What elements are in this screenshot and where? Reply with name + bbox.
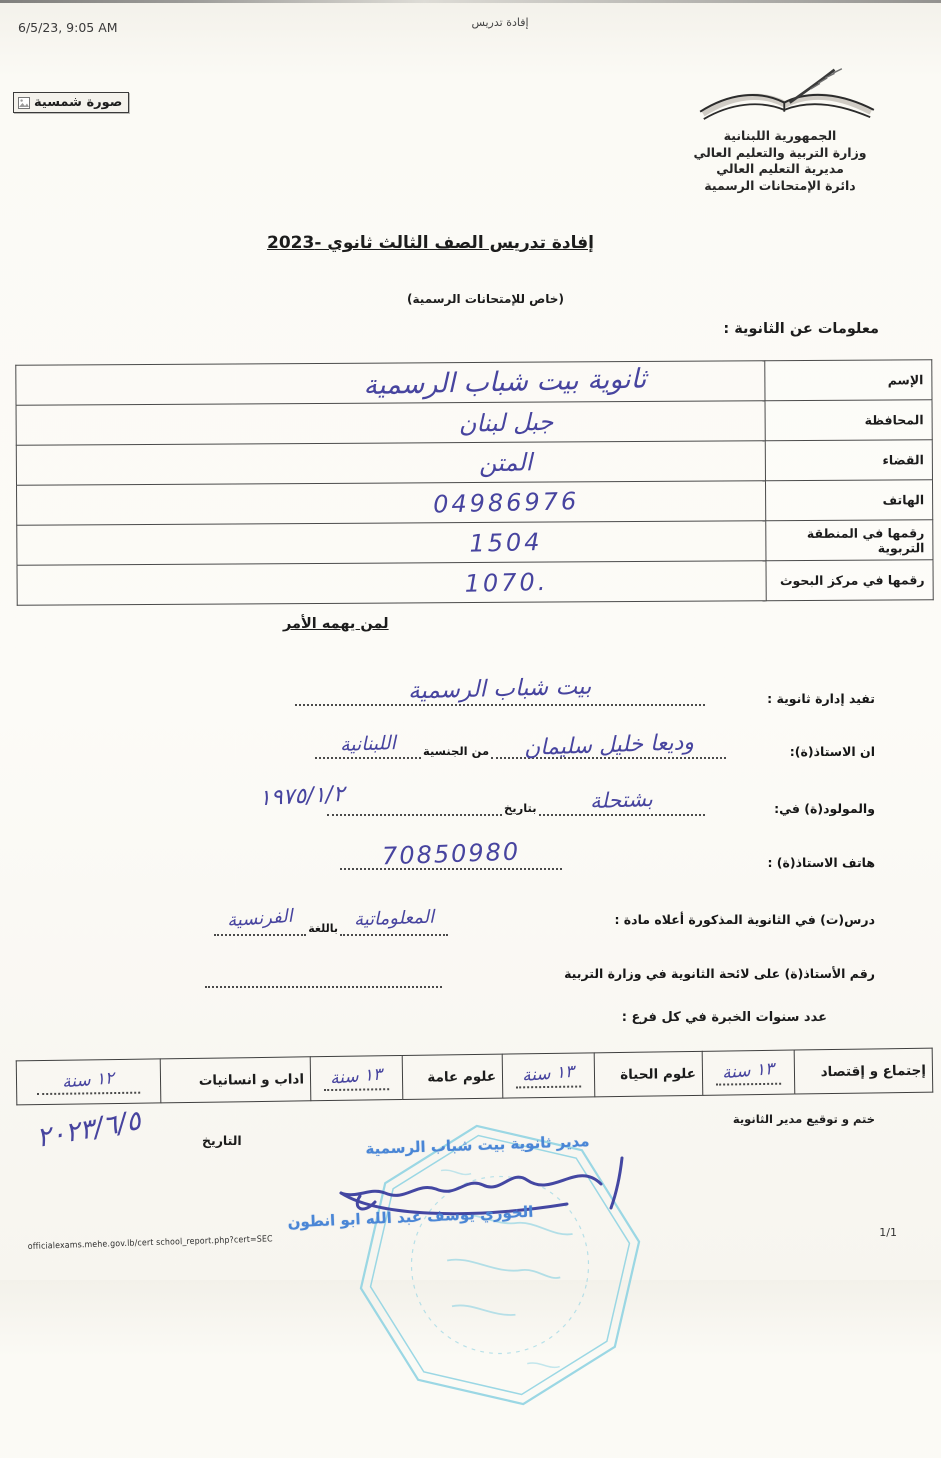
- table-row: [17, 520, 933, 566]
- teacher-name-value: وديعا خليل سليمان: [523, 730, 694, 761]
- governorate-label: المحافظة: [765, 400, 932, 441]
- stamp-director-name-text: الخوري يوسف عبد الله ابو انطون: [287, 1202, 534, 1232]
- governorate-value: جبل لبنان: [458, 407, 554, 438]
- school-name-value: ثانوية بيت شباب الرسمية: [363, 363, 648, 402]
- teacher-phone-value: 70850980: [381, 837, 521, 871]
- stamp-director-title-text: مدير ثانوية بيت شباب الرسمية: [365, 1132, 590, 1158]
- phone-value: 04986976: [432, 486, 580, 519]
- experience-heading: عدد سنوات الخبرة في كل فرع :: [621, 1010, 827, 1025]
- table-row: [16, 400, 932, 446]
- sociology-economics-label: إجتماع و إقتصاد: [794, 1048, 933, 1094]
- nationality-label: من الجنسية: [423, 744, 490, 758]
- date-value: ٢٠٢٣/٦/٥: [34, 1105, 144, 1154]
- teacher-roster-number-blank: [205, 966, 442, 988]
- district-label: القضاء: [765, 440, 932, 481]
- ministry-header: [655, 128, 905, 194]
- attestation-teacher-line: [315, 730, 875, 761]
- subject-taught-label: درس(ت) في الثانوية المذكورة أعلاه مادة :: [614, 912, 875, 927]
- research-center-number-label: رقمها في مركز البحوث: [766, 560, 933, 601]
- birthplace-label: والمولود(ة) في:: [774, 801, 875, 816]
- teacher-roster-number-label: رقم الأستاذ(ة) على لائحة الثانوية في وزارة التربية: [564, 966, 875, 981]
- footer-url: officialexams.mehe.gov.lb/cert school_report.php?cert=SEC: [27, 1234, 273, 1252]
- edu-district-number-value: 1504: [469, 527, 544, 558]
- page-number: 1/1: [879, 1226, 897, 1239]
- document-title: إفادة تدريس الصف الثالث ثانوي -2023: [267, 233, 594, 253]
- subject-taught-values: [200, 905, 448, 936]
- life-sciences-value: ١٣ سنة: [521, 1061, 576, 1086]
- stamp-signature-label: ختم و توقيع مدير الثانوية: [732, 1112, 875, 1126]
- ministry-line-exams-dept: دائرة الإمتحانات الرسمية: [704, 177, 856, 193]
- district-value: المتن: [478, 447, 533, 477]
- birthplace-value: بشتحلة: [589, 786, 654, 814]
- school-octagon-stamp-icon: [262, 1072, 739, 1458]
- attestation-school-line: [295, 673, 875, 706]
- literature-humanities-label: اداب و انسانيات: [160, 1057, 311, 1103]
- document-subtitle: (خاص للإمتحانات الرسمية): [407, 292, 564, 306]
- language-label: باللغة: [308, 922, 338, 935]
- teacher-label: ان الاستاذ(ة):: [789, 744, 875, 759]
- edu-district-number-label: رقمها في المنطقة التربوية: [766, 520, 933, 561]
- subject-value: المعلوماتية: [353, 906, 435, 931]
- attestation-phone-line: [340, 837, 875, 871]
- table-row: [17, 560, 933, 606]
- to-whom-it-may-concern-heading: لمن يهمه الأمر: [283, 616, 389, 632]
- date-label: التاريخ: [202, 1133, 242, 1148]
- literature-humanities-value: ١٢ سنة: [61, 1067, 116, 1093]
- broken-image-icon: [18, 97, 30, 109]
- table-row: [17, 480, 933, 526]
- school-info-heading: معلومات عن الثانوية :: [723, 321, 879, 337]
- research-center-number-value: 1070.: [464, 567, 549, 598]
- school-administration-value: بيت شباب الرسمية: [408, 673, 592, 705]
- attestation-birth-line: [258, 781, 875, 816]
- ministry-line-republic: الجمهورية اللبنانية: [723, 128, 837, 143]
- table-row: [16, 440, 932, 486]
- nationality-value: اللبنانية: [339, 732, 397, 756]
- birthdate-label: بتاريخ: [504, 801, 537, 815]
- table-row: [16, 360, 932, 406]
- life-sciences-label: علوم الحياة: [594, 1051, 703, 1097]
- scan-artifact-edge: [0, 0, 941, 3]
- general-sciences-label: علوم عامة: [402, 1054, 503, 1099]
- ministry-line-ministry: وزارة التربية والتعليم العالي: [693, 144, 867, 160]
- general-sciences-value: ١٣ سنة: [329, 1064, 384, 1089]
- print-timestamp: 6/5/23, 9:05 AM: [18, 20, 118, 35]
- experience-table: [16, 1048, 934, 1106]
- photo-placeholder: [13, 92, 129, 113]
- sociology-economics-value: ١٣ سنة: [721, 1058, 776, 1083]
- school-name-label: الإسم: [765, 360, 932, 401]
- ministry-line-directorate: مديرية التعليم العالي: [716, 161, 844, 176]
- open-book-logo-icon: [688, 66, 886, 130]
- birthdate-value: ١٩٧٥/١/٢: [258, 781, 346, 812]
- table-row: [16, 1048, 933, 1105]
- print-page-title: إفادة تدريس: [471, 16, 529, 29]
- school-administration-label: تفيد إدارة ثانوية :: [767, 691, 875, 706]
- teacher-phone-label: هاتف الاستاذ(ة) :: [767, 855, 875, 870]
- photo-placeholder-label: صورة شمسية: [34, 95, 123, 110]
- school-info-table: [15, 359, 933, 606]
- language-value: الفرنسية: [226, 905, 294, 932]
- phone-label: الهاتف: [765, 480, 932, 521]
